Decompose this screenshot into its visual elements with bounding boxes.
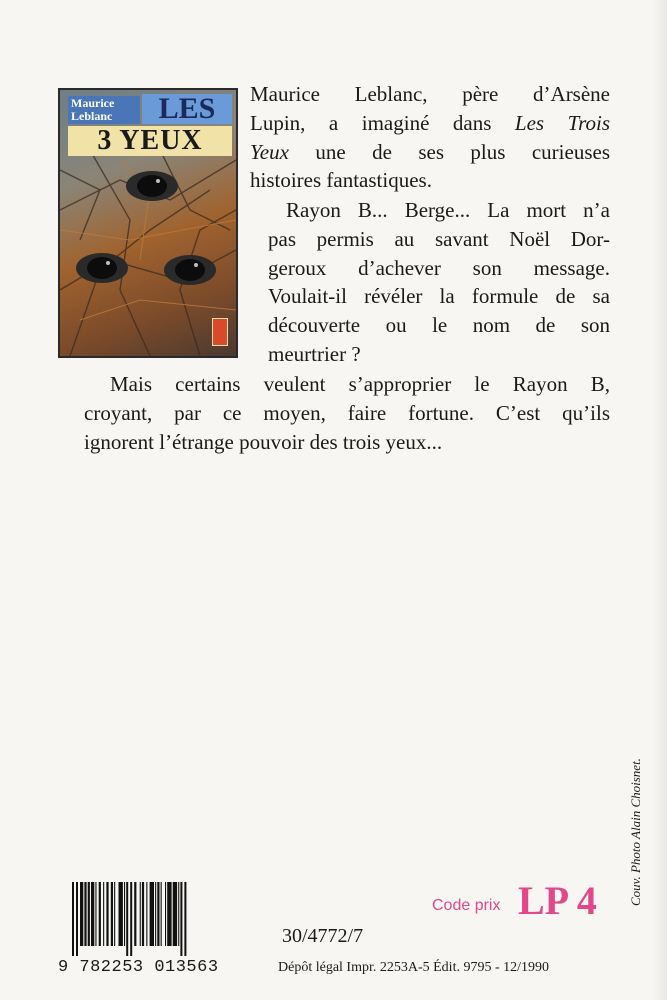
barcode-bar — [178, 882, 179, 946]
barcode-bar — [126, 882, 128, 956]
price-code-label: Code prix — [432, 897, 501, 914]
barcode-digits: 9 782253 013563 — [58, 958, 219, 977]
barcode-bar — [167, 882, 171, 946]
barcode-bar — [106, 882, 108, 946]
eye-icon — [164, 255, 216, 285]
barcode-bar — [80, 882, 83, 946]
isbn-barcode — [58, 880, 254, 980]
barcode-bar — [142, 882, 144, 946]
barcode-bar — [161, 882, 162, 946]
blurb-paragraph-1 — [250, 80, 610, 195]
blurb-line: découverte ou le nom de son — [268, 313, 610, 338]
barcode-bar — [165, 882, 166, 946]
book-title-italic: Les Trois — [514, 110, 611, 135]
cover-photo-credit: Couv. Photo Alain Choisnet. — [628, 758, 643, 906]
blurb-line — [250, 109, 610, 138]
barcode-bar — [99, 882, 101, 946]
barcode-bar — [157, 882, 159, 946]
cover-author: Maurice Leblanc — [68, 96, 140, 124]
barcode-bar — [88, 882, 90, 946]
barcode-bar — [140, 882, 141, 946]
blurb-line: ignorent l’étrange pouvoir des trois yeux... — [84, 429, 443, 454]
barcode-bar — [184, 882, 186, 956]
cover-thumbnail — [58, 88, 238, 358]
barcode-bar — [180, 882, 182, 956]
blurb-line: Maurice Leblanc, père d’Arsène — [250, 82, 610, 106]
barcode-bars — [72, 882, 248, 956]
reference-number: 30/4772/7 — [282, 925, 364, 947]
blurb-line: geroux d’achever son message. — [268, 255, 610, 280]
blurb-line: histoires fantastiques. — [250, 168, 432, 193]
book-title-italic: Yeux — [250, 139, 289, 164]
eye-icon — [126, 171, 178, 201]
barcode-bar — [134, 882, 136, 946]
barcode-bar — [103, 882, 104, 946]
cover-title-band — [66, 92, 232, 156]
legal-deposit-line: Dépôt légal Impr. 2253A-5 Édit. 9795 - 12/1990 — [278, 960, 550, 975]
blurb-line: Mais certains veulent s’approprier le Rayon B, — [110, 372, 610, 396]
price-code-value: LP 4 — [518, 878, 597, 923]
barcode-bar — [95, 882, 96, 946]
blurb-paragraph-2 — [250, 196, 610, 369]
barcode-bar — [150, 882, 154, 946]
barcode-bar — [119, 882, 123, 946]
barcode-bar — [84, 882, 86, 946]
barcode-bar — [72, 882, 74, 956]
barcode-bar — [130, 882, 132, 956]
barcode-bar — [111, 882, 113, 946]
blurb-text: Lupin, a imaginé dans — [250, 110, 515, 135]
cover-title-3-yeux: 3 YEUX — [68, 126, 232, 156]
blurb-line — [250, 138, 610, 167]
barcode-bar — [124, 882, 125, 946]
publisher-logo-icon — [212, 318, 228, 346]
blurb-line: Voulait-il révéler la formule de sa — [268, 284, 610, 309]
cover-title-les: LES — [142, 94, 232, 124]
blurb-line: Rayon B... Berge... La mort n’a — [286, 198, 610, 222]
blurb-line: croyant, par ce moyen, faire fortune. C’est qu’ils — [84, 400, 610, 425]
blurb-text: une de ses plus curieuses — [288, 139, 610, 164]
blurb-paragraph-3 — [58, 370, 610, 456]
blurb-line: pas permis au savant Noël Dor- — [268, 226, 610, 251]
barcode-bar — [76, 882, 78, 956]
eye-icon — [76, 253, 128, 283]
page-edge-shadow — [653, 0, 667, 1000]
barcode-bar — [91, 882, 94, 946]
barcode-bar — [155, 882, 156, 946]
barcode-bar — [146, 882, 147, 946]
barcode-bar — [173, 882, 177, 946]
blurb-line: meurtrier ? — [268, 341, 361, 366]
barcode-bar — [114, 882, 115, 946]
